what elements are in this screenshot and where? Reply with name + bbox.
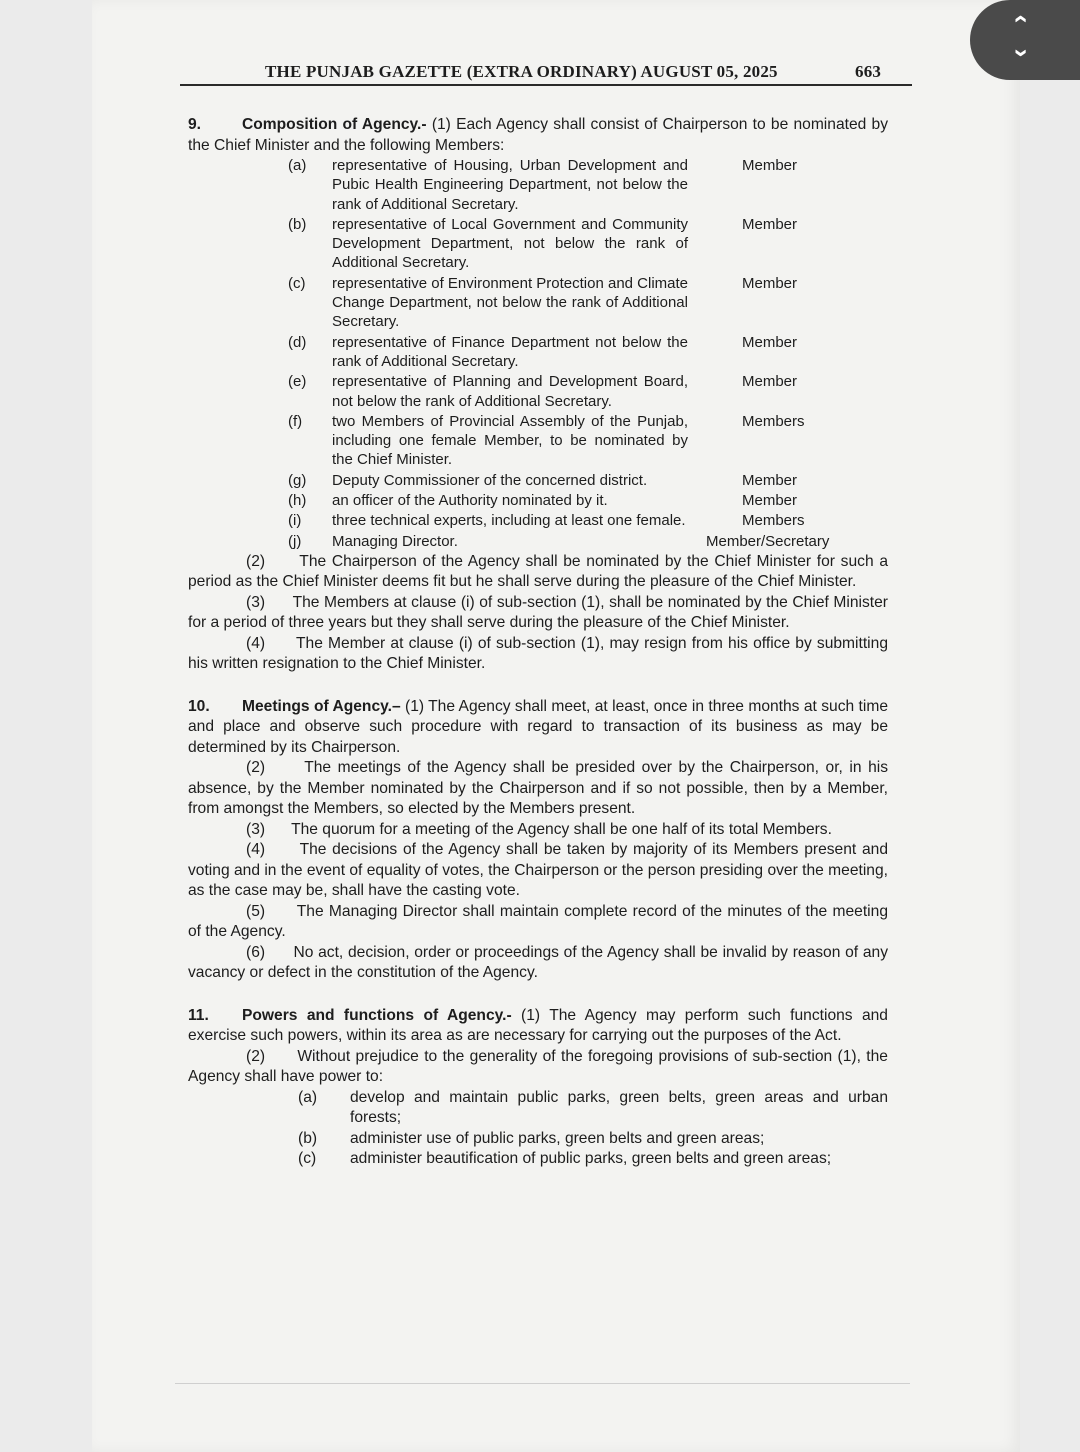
document-body [188, 115, 888, 1170]
power-description: administer beautification of public parks, green belts and green areas; [350, 1150, 832, 1168]
member-row [288, 471, 888, 490]
member-letter: (a) [288, 157, 307, 174]
section-text: (1) Each Agency shall consist of Chairperson to be nominated by the Chief Minister and the following Members: [188, 116, 888, 154]
power-description: develop and maintain public parks, green belts, green areas and urban forests; [350, 1088, 888, 1127]
member-description: three technical experts, including at least one female. [332, 512, 686, 530]
page-navigation [970, 0, 1080, 80]
power-letter: (a) [298, 1088, 318, 1106]
member-role: Member [742, 333, 798, 351]
gazette-title: THE PUNJAB GAZETTE (EXTRA ORDINARY) AUGUST 05, 2025 [265, 62, 778, 81]
sub-text: The meetings of the Agency shall be presided over by the Chairperson, or, in his absence, by the Member nominated by the Chairperson and if so not possible, then by a Member, from amongst the Members, so elected by the Members present. [188, 759, 888, 818]
section-text: (1) The Agency shall meet, at least, once in three months at such time and place and observe such procedure with regard to transaction of its business as may be determined by its Chairperson. [188, 697, 888, 756]
member-letter: (f) [288, 412, 303, 430]
power-letter: (c) [298, 1150, 317, 1168]
member-letter: (h) [288, 492, 307, 510]
member-role: Member [742, 157, 798, 174]
powers-list [298, 1088, 888, 1170]
power-letter: (b) [298, 1129, 318, 1147]
member-description: representative of Local Government and Community Development Department, not below the rank of Additional Secretary. [332, 215, 688, 272]
member-description: representative of Housing, Urban Development and Pubic Health Engineering Department, not below the rank of Additional Secretary. [332, 157, 688, 213]
sub-number: (5) [246, 902, 266, 920]
sub-number: (4) [246, 841, 266, 859]
member-letter: (j) [288, 532, 302, 550]
member-row [288, 372, 888, 411]
section-9-sub-3 [188, 593, 888, 634]
sub-text: The decisions of the Agency shall be taken by majority of its Members present and voting and in the event of equality of votes, the Chairperson or the person presiding over the meeting, as the case may be, shall have the casting vote. [188, 841, 888, 900]
section-text: (1) The Agency may perform such functions and exercise such powers, within its area as are necessary for carrying out the purposes of the Act. [188, 1006, 888, 1045]
power-description: administer use of public parks, green belts and green areas; [350, 1129, 765, 1147]
member-letter: (c) [288, 274, 306, 292]
section-10-intro [188, 697, 888, 759]
sub-text: No act, decision, order or proceedings of the Agency shall be invalid by reason of any vacancy or defect in the constitution of the Agency. [188, 943, 888, 982]
sub-number: (3) [246, 593, 266, 611]
section-10-sub-6 [188, 943, 888, 984]
member-row [288, 491, 888, 510]
member-row [288, 156, 888, 214]
section-number: 11. [188, 1006, 209, 1024]
member-row [288, 532, 888, 551]
section-9-sub-4 [188, 634, 888, 675]
section-10-sub-2 [188, 758, 888, 820]
spacer [188, 984, 888, 1006]
page-bottom-line [175, 1383, 910, 1384]
member-letter: (i) [288, 512, 302, 530]
section-11-sub-2 [188, 1047, 888, 1088]
power-row [298, 1088, 888, 1129]
spacer [188, 675, 888, 697]
power-row [298, 1149, 888, 1170]
section-10-sub-4 [188, 840, 888, 902]
member-role: Member [742, 471, 798, 489]
member-role: Member [742, 274, 798, 292]
sub-number: (2) [246, 552, 266, 570]
section-10-sub-5 [188, 902, 888, 943]
section-9-intro [188, 115, 888, 156]
member-description: representative of Planning and Development Board, not below the rank of Additional Secretary. [332, 373, 688, 410]
member-letter: (e) [288, 373, 307, 391]
section-heading: Powers and functions of Agency.- [242, 1006, 512, 1024]
next-page-chevron-icon[interactable]: › [1007, 48, 1038, 58]
member-description: an officer of the Authority nominated by it. [332, 492, 608, 510]
header-rule [180, 84, 912, 86]
member-letter: (g) [288, 471, 307, 489]
member-role: Member/Secretary [706, 532, 830, 550]
sub-number: (2) [246, 1047, 266, 1065]
member-role: Member [742, 215, 798, 233]
member-description: Deputy Commissioner of the concerned district. [332, 471, 648, 489]
member-description: representative of Environment Protection and Climate Change Department, not below the rank of Additional Secretary. [332, 274, 689, 331]
member-role: Members [742, 412, 805, 430]
sub-number: (4) [246, 634, 266, 652]
member-row [288, 412, 888, 470]
sub-text: The Members at clause (i) of sub-section (1), shall be nominated by the Chief Minister for a period of three years but they shall serve during the pleasure of the Chief Minister. [188, 593, 888, 632]
sub-number: (3) [246, 820, 266, 838]
section-number: 9. [188, 116, 202, 133]
power-row [298, 1129, 888, 1150]
member-role: Member [742, 373, 798, 391]
member-row [288, 333, 888, 372]
member-role: Member [742, 492, 798, 510]
member-description: representative of Finance Department not below the rank of Additional Secretary. [332, 333, 688, 370]
member-list [288, 156, 888, 551]
member-row [288, 215, 888, 273]
sub-text: Without prejudice to the generality of the foregoing provisions of sub-section (1), the Agency shall have power to: [188, 1047, 888, 1086]
member-description: Managing Director. [332, 532, 458, 550]
member-row [288, 511, 888, 530]
section-11-intro [188, 1006, 888, 1047]
section-number: 10. [188, 697, 210, 715]
section-heading: Composition of Agency.- [242, 116, 427, 133]
page-number: 663 [855, 62, 882, 81]
sub-text: The quorum for a meeting of the Agency shall be one half of its total Members. [291, 820, 832, 838]
member-description: two Members of Provincial Assembly of the Punjab, including one female Member, to be nominated by the Chief Minister. [332, 412, 688, 469]
sub-text: The Chairperson of the Agency shall be nominated by the Chief Minister for such a period as the Chief Minister deems fit but he shall serve during the pleasure of the Chief Minister. [188, 552, 888, 591]
previous-page-chevron-icon[interactable]: ‹ [1007, 14, 1038, 24]
section-heading: Meetings of Agency.– [242, 697, 401, 715]
member-letter: (d) [288, 333, 307, 351]
section-9-sub-2 [188, 552, 888, 593]
sub-number: (2) [246, 759, 266, 777]
member-letter: (b) [288, 215, 307, 233]
member-row [288, 274, 888, 332]
section-10-sub-3 [188, 820, 888, 841]
sub-number: (6) [246, 943, 266, 961]
sub-text: The Member at clause (i) of sub-section (1), may resign from his office by submitting his written resignation to the Chief Minister. [188, 634, 888, 673]
sub-text: The Managing Director shall maintain complete record of the minutes of the meeting of the Agency. [188, 902, 888, 941]
member-role: Members [742, 512, 805, 530]
